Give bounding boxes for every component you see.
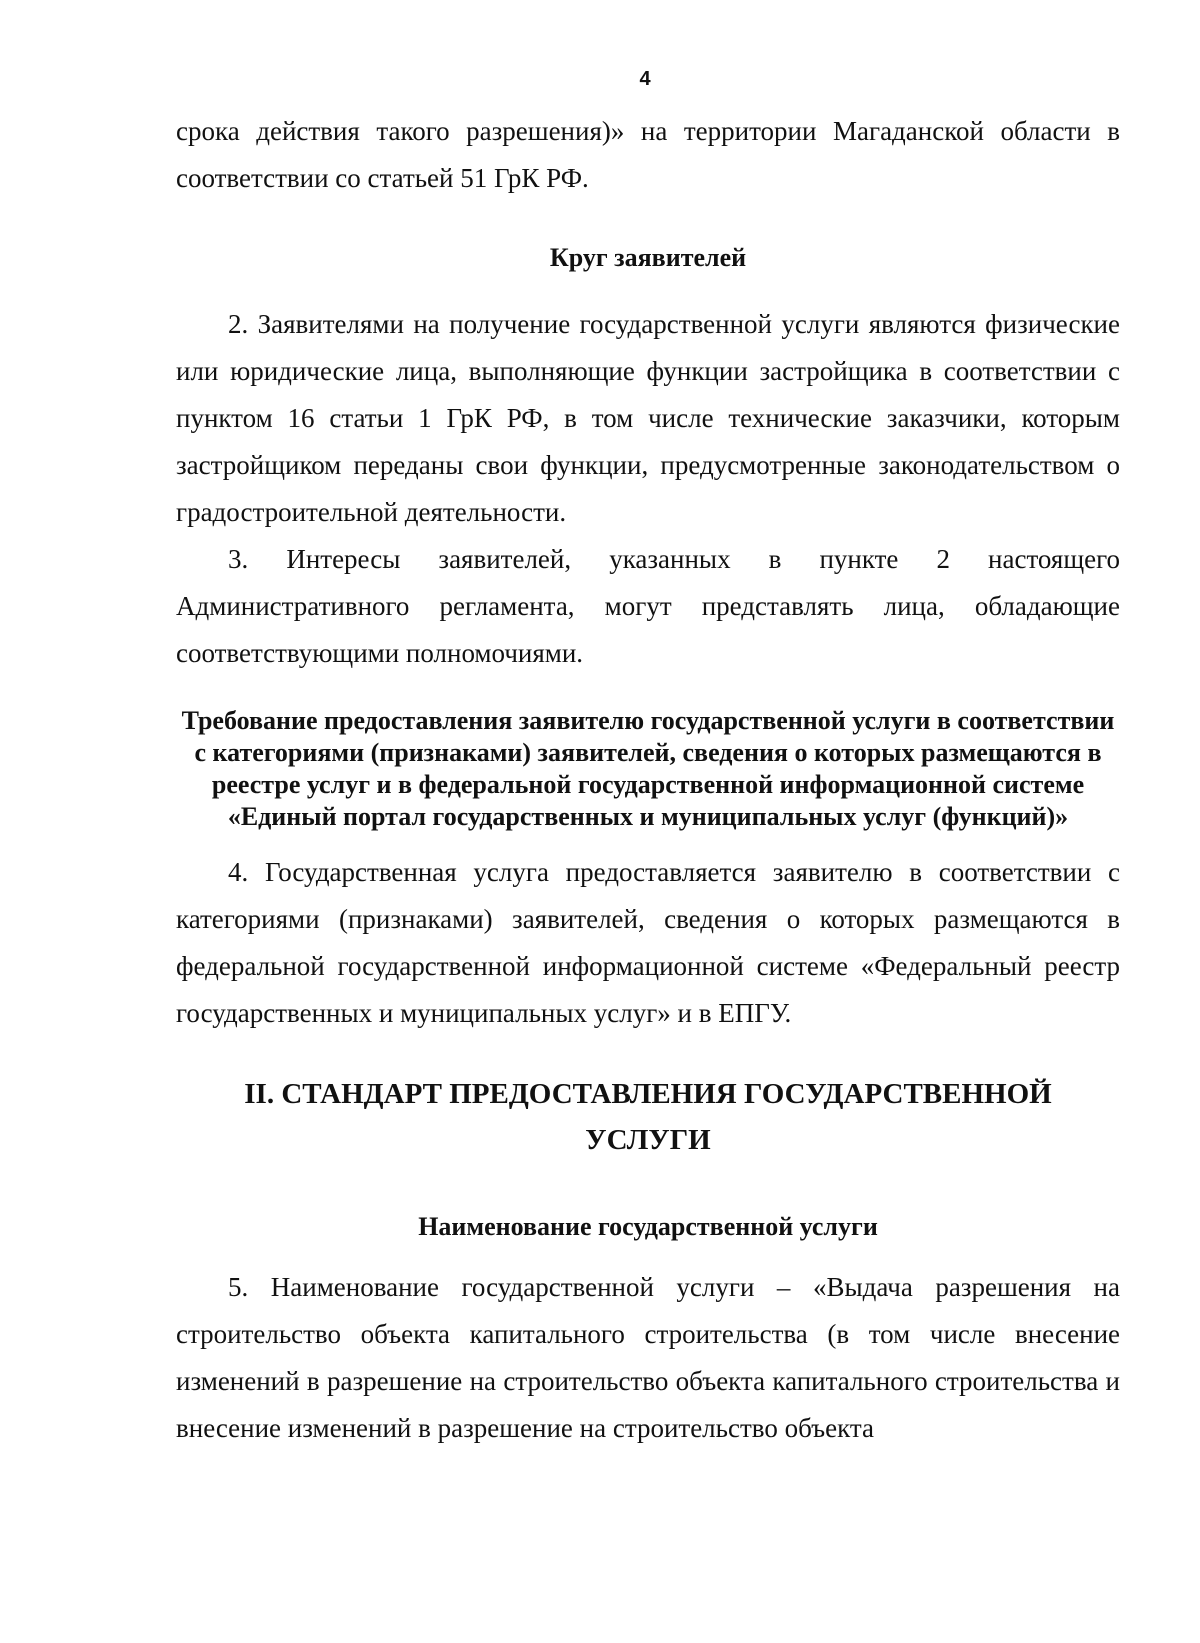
page-number: 4	[639, 68, 651, 90]
heading-requirement: Требование предоставления заявителю государственной услуги в соответствии с категориями (признаками) заявителей, сведения о которых размещаются в реестре услуг и в федеральной государственной информационной системе «Единый портал государственных и муниципальных услуг (функций)»	[181, 706, 1115, 831]
section-title-line-1: II. СТАНДАРТ ПРЕДОСТАВЛЕНИЯ ГОСУДАРСТВЕННОЙ	[244, 1078, 1052, 1110]
paragraph-5: 5. Наименование государственной услуги – «Выдача разрешения на строительство объекта капитального строительства (в том числе внесение изменений в разрешение на строительство объекта капитального строительства и внесение изменений в разрешение на строительство объекта	[176, 1272, 1120, 1443]
heading-service-name: Наименование государственной услуги	[418, 1212, 878, 1241]
paragraph-3: 3. Интересы заявителей, указанных в пункте 2 настоящего Административного регламента, могут представлять лица, обладающие соответствующими полномочиями.	[176, 544, 1120, 668]
paragraph-2: 2. Заявителями на получение государственной услуги являются физические или юридические лица, выполняющие функции застройщика в соответствии с пунктом 16 статьи 1 ГрК РФ, в том числе технические заказчики, которым застройщиком переданы свои функции, предусмотренные законодательством о градостроительной деятельности.	[176, 309, 1120, 527]
section-title-line-2: УСЛУГИ	[585, 1124, 711, 1156]
heading-applicants: Круг заявителей	[549, 243, 747, 272]
document-body	[176, 108, 1120, 1452]
paragraph-intro: срока действия такого разрешения)» на территории Магаданской области в соответствии со статьей 51 ГрК РФ.	[176, 116, 1120, 193]
section-title	[176, 1071, 1120, 1163]
paragraph-4: 4. Государственная услуга предоставляется заявителю в соответствии с категориями (признаками) заявителей, сведения о которых размещаются в федеральной государственной информационной системе «Федеральный реестр государственных и муниципальных услуг» и в ЕПГУ.	[176, 857, 1120, 1028]
